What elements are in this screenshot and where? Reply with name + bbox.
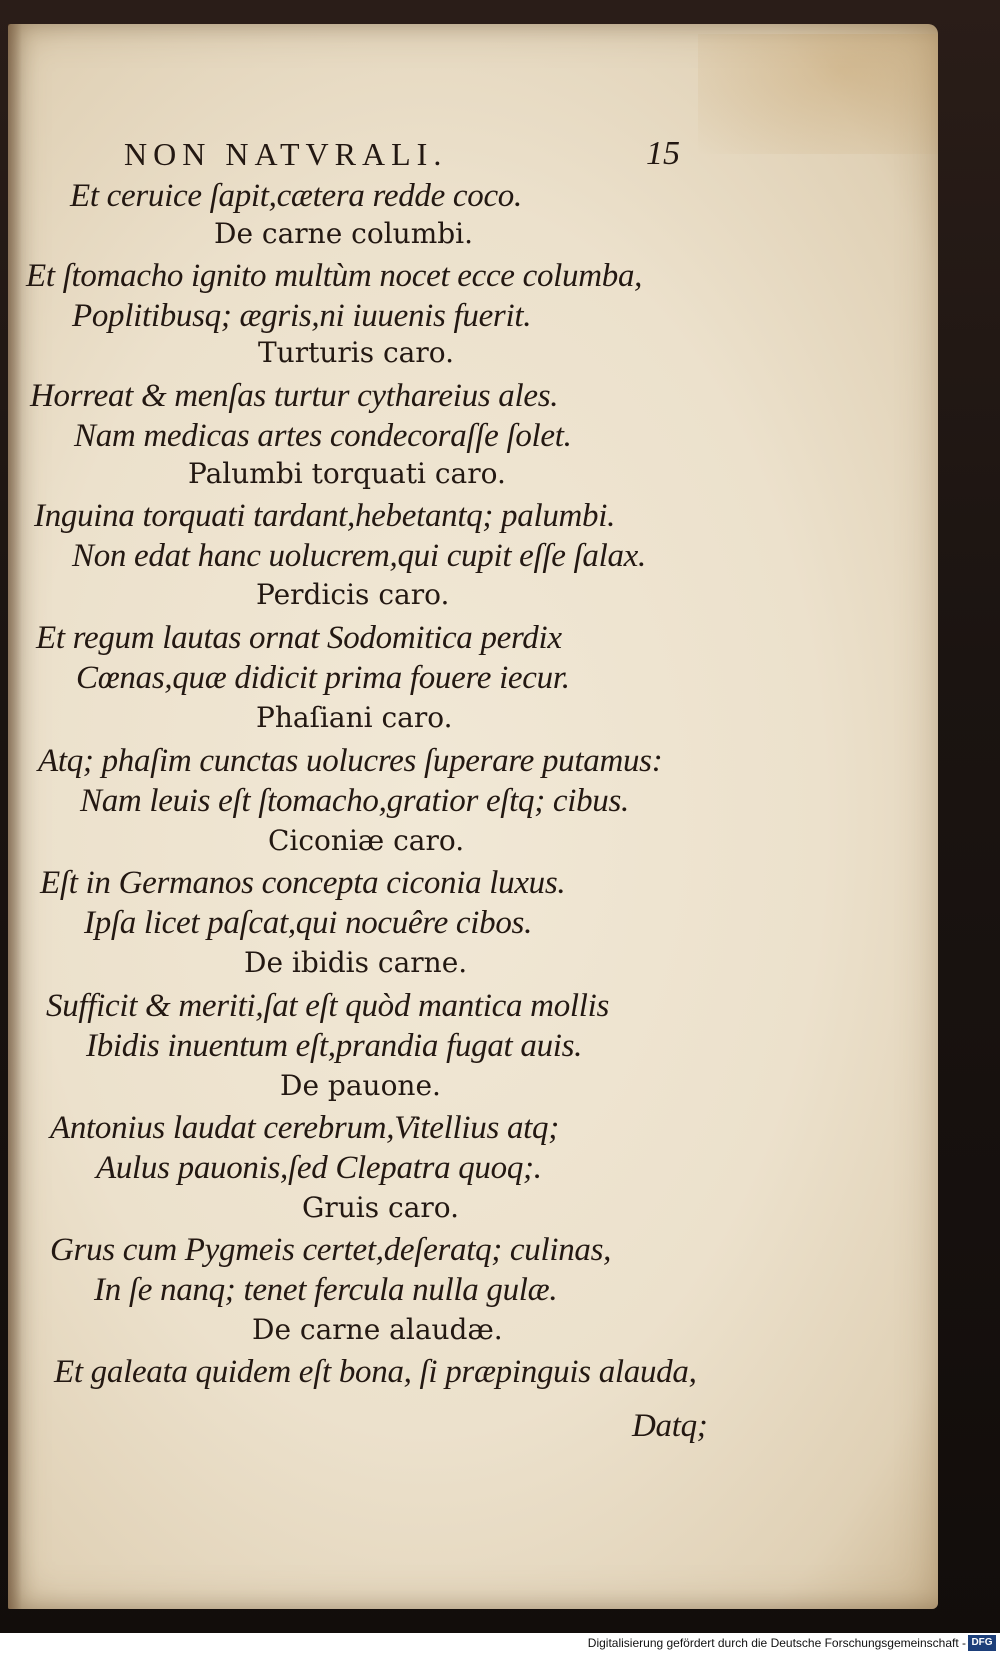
paper-stain (698, 34, 938, 154)
digitization-credit: Digitalisierung gefördert durch die Deutsche Forschungsgemeinschaft - (587, 1636, 966, 1650)
section-heading: Phaſiani caro. (256, 701, 453, 734)
dfg-logo: DFG (968, 1635, 996, 1651)
section-heading: Perdicis caro. (256, 578, 450, 611)
running-head: NON NATVRALI. (124, 136, 448, 172)
section-heading: De carne alaudæ. (252, 1313, 503, 1346)
verse-line: Horreat & menſas turtur cythareius ales. (30, 378, 559, 414)
verse-line: Aulus pauonis,ſed Clepatra quoq;. (96, 1150, 542, 1186)
verse-line: Antonius laudat cerebrum,Vitellius atq; (50, 1110, 559, 1146)
verse-line: Ipſa licet paſcat,qui nocuêre cibos. (84, 905, 533, 941)
verse-line: Inguina torquati tardant,hebetantq; palumbi. (34, 498, 616, 534)
verse-line: Non edat hanc uolucrem,qui cupit eſſe ſalax. (72, 538, 646, 574)
verse-line: Et ſtomacho ignito multùm nocet ecce columba, (26, 258, 643, 294)
section-heading: De pauone. (280, 1069, 441, 1102)
section-heading: Ciconiæ caro. (268, 824, 465, 857)
section-heading: De ibidis carne. (244, 946, 468, 979)
verse-line: In ſe nanq; tenet fercula nulla gulæ. (94, 1272, 558, 1308)
verse-line: Sufficit & meriti,ſat eſt quòd mantica mollis (46, 988, 610, 1024)
verse-line: Nam medicas artes condecoraſſe ſolet. (74, 418, 572, 454)
section-heading: Palumbi torquati caro. (188, 457, 506, 490)
section-heading: De carne columbi. (214, 217, 474, 250)
section-heading: Gruis caro. (302, 1191, 460, 1224)
verse-line: Nam leuis eſt ſtomacho,gratior eſtq; cibus. (80, 783, 629, 819)
verse-line: Cœnas,quæ didicit prima fouere iecur. (76, 660, 570, 696)
section-heading: Turturis caro. (258, 336, 455, 369)
catchword: Datq; (632, 1408, 708, 1444)
verse-line: Et galeata quidem eſt bona, ſi præpinguis alauda, (54, 1354, 697, 1390)
verse-line: Eſt in Germanos concepta ciconia luxus. (40, 865, 566, 901)
verse-line: Poplitibusq; ægris,ni iuuenis fuerit. (72, 298, 532, 334)
verse-line: Ibidis inuentum eſt,prandia fugat auis. (86, 1028, 583, 1064)
folio-number: 15 (646, 135, 680, 172)
verse-line: Atq; phaſim cunctas uolucres ſuperare putamus: (38, 743, 663, 779)
verse-line: Grus cum Pygmeis certet,deſeratq; culinas, (50, 1232, 612, 1268)
verse-line: Et ceruice ſapit,cætera redde coco. (70, 178, 522, 214)
verse-line: Et regum lautas ornat Sodomitica perdix (36, 620, 562, 656)
